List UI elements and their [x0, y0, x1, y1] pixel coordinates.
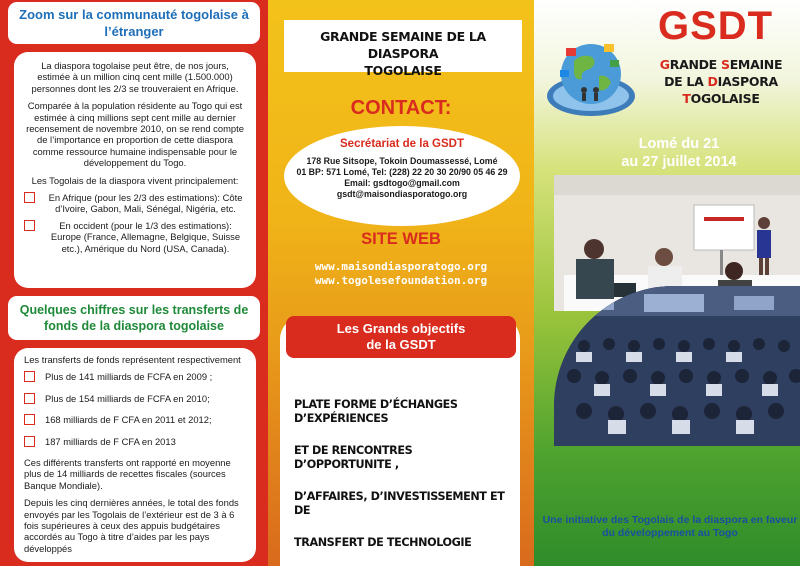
gsdt-name-line-2 — [646, 73, 796, 90]
website-link-1[interactable]: www.maisondiasporatogo.org — [314, 260, 488, 273]
contact-details — [284, 156, 520, 200]
secretariat-label: Secrétariat de la GSDT — [340, 138, 464, 150]
community-box — [14, 52, 256, 288]
middle-panel — [268, 0, 534, 566]
community-intro-1: La diaspora togolaise peut être, de nos jours, estimée à un million cinq cent mille (1.500.000) personnes dont les 2/3 se trouveraient en Afrique. — [31, 60, 239, 94]
words-de-la: DE LA — [664, 74, 708, 89]
objectives-heading-line-1: Les Grands objectifs — [336, 321, 466, 336]
region-text: En occident (pour le 1/3 des estimations): Europe (France, Allemagne, Belgique, Suisse etc.), Amérique du Nord (USA, Canada). — [50, 219, 241, 254]
region-item — [24, 220, 246, 254]
objectives-body — [280, 358, 520, 566]
objectives-heading — [286, 316, 516, 358]
checkbox-icon — [24, 436, 35, 447]
objectives-heading-line-2: de la GSDT — [366, 337, 436, 352]
transfer-text: 187 milliards de F CFA en 2013 — [45, 435, 176, 447]
checkbox-icon — [24, 192, 35, 203]
community-intro-3: Les Togolais de la diaspora vivent principalement: — [31, 174, 239, 186]
contact-oval — [284, 126, 520, 226]
word-diaspora: IASPORA — [717, 74, 778, 89]
transfers-outro-2: Depuis les cinq dernières années, le total des fonds envoyés par les Togolais de l’extérieur est de 3 à 6 fois supérieures à ceux des appuis budgétaires accordés au Togo à titre d’aides par les pays développés — [24, 497, 239, 554]
checkbox-icon — [24, 220, 35, 231]
address-line-2: 01 BP: 571 Lomé, Tel: (228) 22 20 30 20/90 05 46 29 — [296, 167, 508, 177]
checkbox-icon — [24, 371, 35, 382]
gsdt-full-name — [646, 56, 796, 107]
checkbox-icon — [24, 414, 35, 425]
initial-d: D — [707, 74, 718, 89]
community-intro-2: Comparée à la population résidente au Togo qui est estimée à cinq millions sept cent mille au dernier recensement de novembre 2010, on se rend compte de l’importance en proportion de cette diaspora comme ressource humaine indispensable pour le développement du Togo. — [26, 100, 244, 169]
word-grande: RANDE — [669, 57, 721, 72]
objective-line: ET DE RENCONTRES D’OPPORTUNITE , — [294, 444, 413, 471]
initiative-tagline: Une initiative des Togolais de la diaspora en faveur du développement au Togo — [542, 514, 798, 539]
initial-t: T — [682, 91, 691, 106]
transfers-intro: Les transferts de fonds représentent respectivement — [24, 354, 241, 365]
contact-heading: CONTACT: — [350, 97, 452, 119]
word-semaine: EMAINE — [729, 57, 783, 72]
transfers-box — [14, 348, 256, 562]
gsdt-acronym: GSDT — [658, 4, 774, 48]
transfers-outro-1: Ces différents transferts ont rapporté en moyenne plus de 14 milliards de recettes fiscales (sources Banque Mondiale). — [24, 457, 231, 491]
transfer-item — [24, 371, 246, 382]
dates-line-2: au 27 juillet 2014 — [621, 154, 737, 170]
initial-g: G — [659, 57, 670, 72]
transfer-text: 168 milliards de F CFA en 2011 et 2012; — [45, 414, 212, 426]
word-togolaise: OGOLAISE — [690, 91, 760, 106]
objective-line: D’AFFAIRES, D’INVESTISSEMENT ET DE — [294, 490, 505, 517]
event-title-line-1: GRANDE SEMAINE DE LA DIASPORA — [320, 29, 486, 61]
left-panel — [0, 0, 268, 566]
event-dates — [574, 135, 784, 171]
email-line-2[interactable]: gsdt@maisondiasporatogo.org — [336, 189, 468, 199]
event-title-line-2: TOGOLAISE — [364, 63, 442, 78]
transfer-item — [24, 393, 246, 404]
address-line-1: 178 Rue Sitsope, Tokoin Doumassessé, Lomé — [306, 156, 498, 166]
transfer-item — [24, 414, 246, 425]
transfer-text: Plus de 141 milliards de FCFA en 2009 ; — [45, 371, 213, 383]
email-line-1[interactable]: Email: gsdtogo@gmail.com — [344, 178, 460, 188]
gsdt-name-line-3 — [646, 90, 796, 107]
community-title: Zoom sur la communauté togolaise à l’étranger — [8, 2, 260, 44]
dates-line-1: Lomé du 21 — [638, 136, 720, 152]
transfers-title: Quelques chiffres sur les transferts de fonds de la diaspora togolaise — [8, 296, 260, 340]
website-link-2[interactable]: www.togolesefoundation.org — [314, 274, 488, 287]
checkbox-icon — [24, 393, 35, 404]
website-links — [268, 260, 534, 288]
gsdt-name-line-1 — [646, 56, 796, 73]
website-heading: SITE WEB — [361, 230, 441, 248]
objective-line: TRANSFERT DE TECHNOLOGIE — [294, 536, 472, 549]
region-item — [24, 192, 246, 215]
globe-logo-icon — [544, 26, 638, 122]
event-title-box — [284, 20, 522, 78]
region-text: En Afrique (pour les 2/3 des estimations): Côte d’Ivoire, Gabon, Mali, Sénégal, Nigéria, etc. — [48, 192, 243, 215]
initial-s: S — [720, 57, 730, 72]
transfer-text: Plus de 154 milliards de FCFA en 2010; — [45, 392, 210, 404]
transfer-item — [24, 436, 246, 447]
right-panel — [534, 0, 800, 566]
objective-line: PLATE FORME D’ÉCHANGES D’EXPÉRIENCES — [294, 398, 458, 425]
